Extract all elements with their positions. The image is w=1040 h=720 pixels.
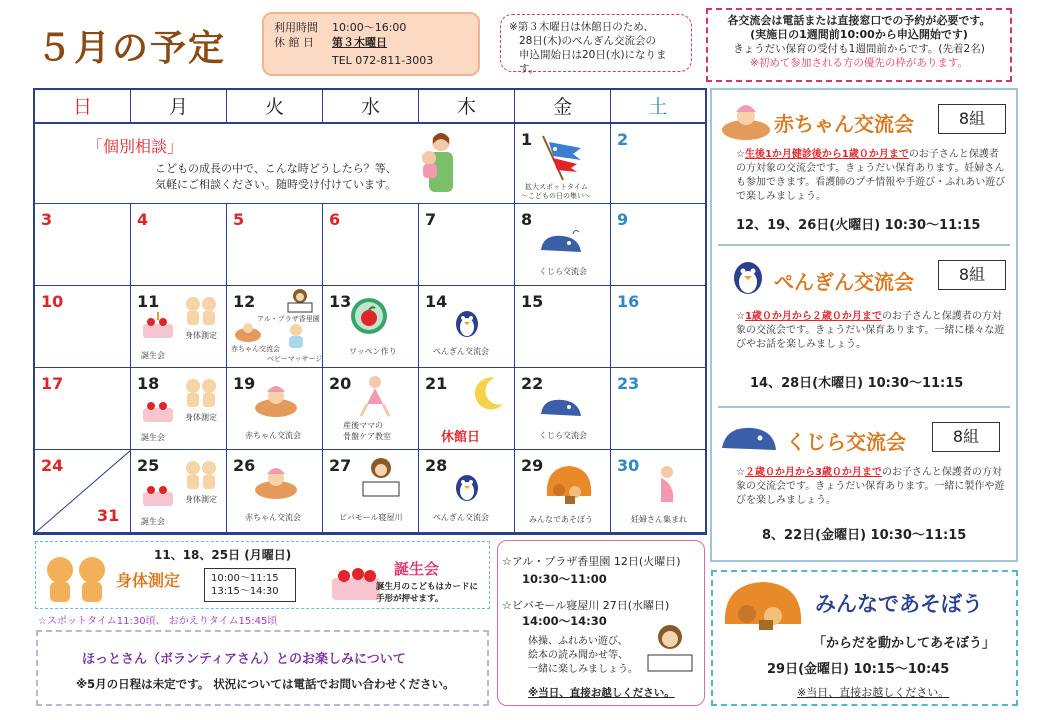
day-number: 11 — [137, 292, 160, 311]
event-label: ～こどもの日の集い～ — [521, 192, 591, 200]
play-title: みんなであそぼう — [815, 592, 983, 616]
pregnant-woman-icon — [651, 464, 683, 504]
outreach-box — [497, 540, 705, 706]
volunteer-note: ※5月の日程は未定です。 状況については電話でお問い合わせください。 — [76, 677, 455, 691]
day-number: 2 — [617, 130, 629, 149]
day-cell-14 — [419, 286, 515, 368]
play-schedule: 29日(金曜日) 10:15～10:45 — [767, 662, 950, 677]
weekday-tuesday: 火 — [227, 90, 323, 124]
monkey-sign-icon — [642, 621, 698, 675]
day-cell-10 — [35, 286, 131, 368]
day-number: 27 — [329, 456, 352, 475]
measurement-time: 13:15～14:30 — [211, 586, 279, 597]
day-cell-29 — [515, 450, 611, 533]
booking-notice-line: きょうだい保育の受付も1週間前からです。(先着2名) — [733, 43, 985, 55]
closed-day-label: 休館日 — [441, 430, 481, 445]
birthday-cake-icon — [139, 478, 177, 510]
outreach-description-line: 体操、ふれあい遊び、 — [528, 636, 628, 647]
day-cell-18 — [131, 368, 227, 450]
outreach-description-line: 絵本の読み聞かせ等、 — [528, 650, 628, 661]
measurement-kids-icon — [183, 376, 219, 410]
booking-notice — [706, 8, 1012, 82]
day-number: 7 — [425, 210, 437, 229]
day-cell-9 — [611, 204, 705, 286]
day-number: 14 — [425, 292, 448, 311]
day-number: 15 — [521, 292, 544, 311]
penguin-capacity: 8組 — [938, 260, 1006, 290]
day-cell-5 — [227, 204, 323, 286]
page-title: ５月の予定 — [36, 28, 227, 69]
day-cell-11 — [131, 286, 227, 368]
outreach-description — [528, 635, 638, 677]
closure-notice — [500, 14, 692, 75]
penguin-icon — [453, 470, 481, 502]
day-cell-7 — [419, 204, 515, 286]
day-number: 23 — [617, 374, 640, 393]
monkey-sign-icon — [359, 456, 403, 500]
weekday-friday: 金 — [515, 90, 611, 124]
stretching-woman-icon — [355, 374, 395, 418]
penguin-icon — [730, 256, 766, 296]
event-label: ワッペン作り — [349, 347, 397, 356]
day-cell-23 — [611, 368, 705, 450]
play-note: ※当日、直接お越しください。 — [797, 686, 950, 699]
birthday-label: 誕生会 — [394, 560, 440, 578]
crescent-moon-icon — [469, 374, 507, 412]
hours-label: 利用時間 — [274, 21, 318, 34]
event-label: ぺんぎん交流会 — [433, 513, 489, 522]
measurement-kids-icon — [183, 458, 219, 492]
day-number: 21 — [425, 374, 448, 393]
day-number: 18 — [137, 374, 160, 393]
consultation-line: こどもの成長の中で、こんな時どうしたら？等、 — [155, 162, 397, 175]
event-label: みんなであそぼう — [529, 515, 593, 524]
baby-basket-icon — [233, 320, 263, 342]
event-label: 産後ママの — [343, 421, 383, 430]
penguin-schedule: 14、28日(木曜日) 10:30～11:15 — [750, 376, 964, 391]
measurement-time: 10:00～11:15 — [211, 573, 279, 584]
animals-playing-icon — [721, 578, 805, 634]
day-number: 29 — [521, 456, 544, 475]
play-subtitle: 「からだを動かしてあそぼう」 — [813, 636, 996, 651]
day-cell-1 — [515, 124, 611, 204]
day-number: 16 — [617, 292, 640, 311]
panel-divider — [718, 406, 1010, 408]
day-cell-6 — [323, 204, 419, 286]
outreach-location: ☆ビバモール寝屋川 27日(水曜日) — [502, 599, 670, 612]
kujira-description: ☆２歳０か月から3歳０か月までのお子さんと保護者の方対象の交流会です。きょうだい保育あります。一緒に製作や遊びを楽しみましょう。 — [736, 467, 1005, 506]
event-label: 誕生会 — [141, 351, 165, 360]
event-label: ビバモール寝屋川 — [339, 513, 403, 522]
event-label: 身体測定 — [185, 331, 217, 340]
akachan-group-title: 赤ちゃん交流会 — [774, 112, 914, 136]
weekday-thursday: 木 — [419, 90, 515, 124]
event-label: アル・プラザ香里園 — [257, 315, 320, 323]
day-number: 24 — [41, 456, 64, 475]
outreach-location: ☆アル・プラザ香里園 12日(火曜日) — [502, 555, 681, 568]
day-number: 12 — [233, 292, 256, 311]
day-cell-13 — [323, 286, 419, 368]
event-label: 赤ちゃん交流会 — [231, 345, 280, 353]
weekday-saturday: 土 — [611, 90, 705, 124]
consultation-cell — [35, 124, 515, 204]
akachan-capacity: 8組 — [938, 104, 1006, 134]
weekday-wednesday: 水 — [323, 90, 419, 124]
day-number: 20 — [329, 374, 352, 393]
volunteer-title: ほっとさん（ボランティアさん）とのお楽しみについて — [82, 652, 406, 667]
day-number: 10 — [41, 292, 64, 311]
booking-notice-line: 各交流会は電話または直接窓口での予約が必要です。 — [727, 14, 991, 27]
measurement-dates: 11、18、25日 (月曜日) — [154, 548, 292, 562]
measurement-kids-icon — [183, 294, 219, 328]
closure-notice-line: 申込開始日は20日(水)になります。 — [519, 49, 667, 75]
day-number: 9 — [617, 210, 629, 229]
whale-icon — [539, 392, 583, 422]
hours-info-box — [262, 12, 480, 76]
closed-day-value: 第３木曜日 — [332, 36, 387, 49]
birthday-cake-icon — [139, 394, 177, 426]
booking-notice-line: ※初めて参加される方の優先の枠があります。 — [750, 57, 968, 69]
event-label: 骨盤ケア教室 — [343, 432, 391, 441]
day-cell-26 — [227, 450, 323, 533]
panel-divider — [718, 244, 1010, 246]
event-label: 拡大スポットタイム — [525, 183, 588, 191]
exchange-groups-panel — [710, 88, 1018, 562]
event-label: 妊婦さん集まれ — [631, 515, 687, 524]
day-number: 6 — [329, 210, 341, 229]
akachan-description: ☆生後1か月健診後から1歳０か月までのお子さんと保護者の方対象の交流会です。きょうだい保育あります。妊婦さんも参加できます。看護師のプチ情報や手遊び・ふれあい遊びで楽しみましょう。 — [736, 149, 1006, 202]
day-number: 3 — [41, 210, 53, 229]
weekday-monday: 月 — [131, 90, 227, 124]
event-label: 誕生会 — [141, 433, 165, 442]
birthday-note: 誕生月のこどもはカードに — [376, 582, 479, 592]
day-number: 4 — [137, 210, 149, 229]
spot-time-note: ☆スポットタイム11:30頃、 おかえりタイム15:45頃 — [38, 616, 278, 627]
event-label: 赤ちゃん交流会 — [245, 513, 301, 522]
closed-day-label: 休 館 日 — [274, 36, 314, 49]
birthday-note: 手形が押せます。 — [376, 594, 444, 604]
day-cell-3 — [35, 204, 131, 286]
day-cell-21 — [419, 368, 515, 450]
day-cell-2 — [611, 124, 705, 204]
baby-basket-icon — [253, 382, 299, 418]
whale-icon — [720, 420, 780, 456]
day-number: 28 — [425, 456, 448, 475]
day-number: 26 — [233, 456, 256, 475]
day-cell-16 — [611, 286, 705, 368]
day-number: 25 — [137, 456, 160, 475]
day-cell-15 — [515, 286, 611, 368]
measurement-label: 身体測定 — [116, 571, 181, 590]
day-number: 17 — [41, 374, 64, 393]
consultation-line: 気軽にご相談ください。随時受け付けています。 — [155, 178, 397, 191]
outreach-time: 10:30～11:00 — [522, 572, 607, 586]
outreach-note: ※当日、直接お越しください。 — [528, 687, 675, 699]
day-number: 13 — [329, 292, 352, 311]
phone-number: TEL 072-811-3003 — [332, 54, 434, 67]
day-number: 31 — [97, 506, 120, 525]
day-cell-27 — [323, 450, 419, 533]
day-cell-17 — [35, 368, 131, 450]
day-cell-24-31 — [35, 450, 131, 533]
event-label: ベビーマッサージ — [267, 355, 323, 363]
event-label: くじら交流会 — [539, 267, 587, 276]
kujira-group-title: くじら交流会 — [786, 430, 906, 454]
day-cell-20 — [323, 368, 419, 450]
baby-icon — [283, 322, 309, 350]
measurement-times — [204, 568, 296, 602]
outreach-time: 14:00～14:30 — [522, 614, 607, 628]
event-label: 赤ちゃん交流会 — [245, 431, 301, 440]
mother-child-icon — [413, 128, 465, 200]
penguin-group-title: ぺんぎん交流会 — [774, 270, 914, 294]
day-cell-19 — [227, 368, 323, 450]
hours-value: 10:00～16:00 — [332, 21, 407, 34]
day-number: 8 — [521, 210, 533, 229]
animals-playing-icon — [543, 462, 595, 506]
calendar-grid — [33, 88, 707, 535]
kujira-schedule: 8、22日(金曜日) 10:30～11:15 — [762, 528, 967, 543]
event-label: ぺんぎん交流会 — [433, 347, 489, 356]
day-number: 22 — [521, 374, 544, 393]
event-label: 誕生会 — [141, 517, 165, 526]
baby-basket-icon — [253, 464, 299, 500]
day-cell-12 — [227, 286, 323, 368]
play-together-panel — [711, 570, 1018, 706]
baby-basket-icon — [720, 100, 772, 142]
kujira-capacity: 8組 — [932, 422, 1000, 452]
penguin-description: ☆1歳０か月から２歳０か月までのお子さんと保護者の方対象の交流会です。きょうだい保育あります。一緒に様々な遊びやお話を楽しみましょう。 — [736, 311, 1005, 350]
day-number: 5 — [233, 210, 245, 229]
monkey-sign-icon — [285, 288, 315, 314]
apple-patch-icon — [349, 296, 389, 336]
penguin-icon — [453, 306, 481, 338]
day-cell-22 — [515, 368, 611, 450]
carp-streamer-icon — [537, 132, 587, 182]
whale-icon — [539, 228, 583, 258]
outreach-description-line: 一緒に楽しみましょう。 — [528, 664, 638, 675]
birthday-cake-icon — [139, 310, 177, 342]
measurement-kids-icon — [42, 552, 112, 606]
booking-notice-line: (実施日の1週間前10:00から申込開始です) — [750, 28, 968, 41]
event-label: くじら交流会 — [539, 431, 587, 440]
day-number: 30 — [617, 456, 640, 475]
consultation-title: 「個別相談」 — [87, 137, 184, 156]
event-label: 身体測定 — [185, 495, 217, 504]
day-cell-25 — [131, 450, 227, 533]
day-cell-30 — [611, 450, 705, 533]
closure-notice-line: 28日(木)のぺんぎん交流会の — [519, 35, 657, 47]
akachan-schedule: 12、19、26日(火曜日) 10:30～11:15 — [736, 218, 981, 233]
day-cell-4 — [131, 204, 227, 286]
measurement-box — [35, 541, 490, 609]
weekday-sunday: 日 — [35, 90, 131, 124]
event-label: 身体測定 — [185, 413, 217, 422]
day-number: 19 — [233, 374, 256, 393]
day-cell-8 — [515, 204, 611, 286]
closure-notice-line: ※第３木曜日は休館日のため、 — [509, 21, 654, 33]
day-number: 1 — [521, 130, 533, 149]
day-cell-28 — [419, 450, 515, 533]
volunteer-box — [36, 630, 489, 706]
